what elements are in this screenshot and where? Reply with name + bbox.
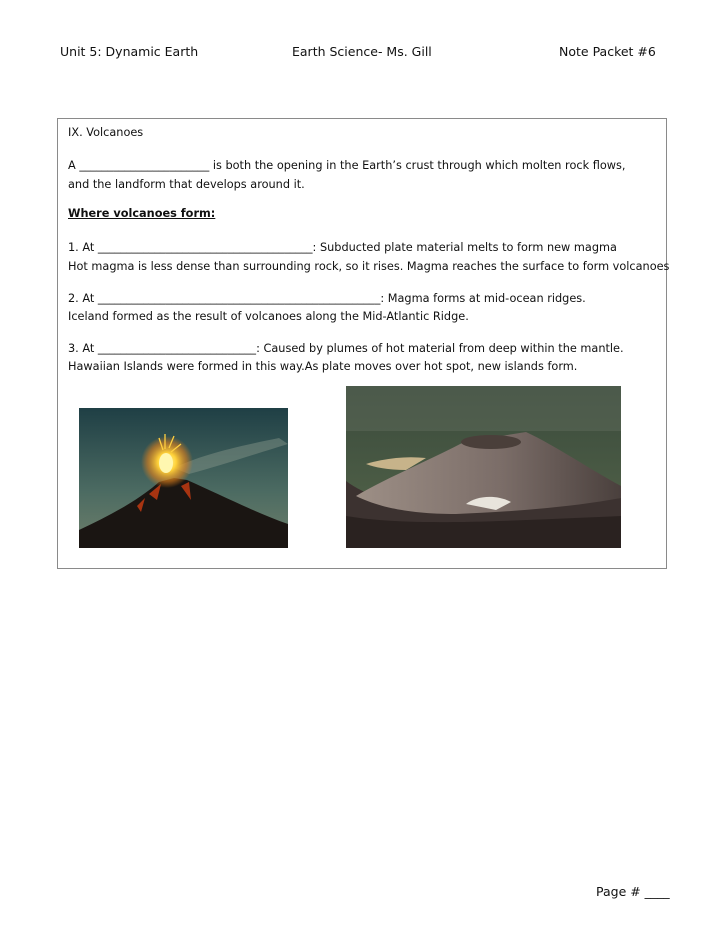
item2-line-2: Iceland formed as the result of volcanoes along the Mid-Atlantic Ridge. bbox=[68, 310, 469, 323]
header-course-title: Earth Science- Ms. Gill bbox=[292, 44, 432, 59]
cinder-cone-photo bbox=[346, 386, 621, 548]
intro-line-2: and the landform that develops around it. bbox=[68, 178, 305, 191]
item3-line-2: Hawaiian Islands were formed in this way.As plate moves over hot spot, new islands form. bbox=[68, 360, 578, 373]
item1-line-2: Hot magma is less dense than surrounding rock, so it rises. Magma reaches the surface to form volcanoes bbox=[68, 260, 670, 273]
header-packet-number: Note Packet #6 bbox=[559, 44, 656, 59]
intro-line-1: A _______________________ is both the opening in the Earth’s crust through which molten rock flows, bbox=[68, 159, 626, 172]
where-heading: Where volcanoes form: bbox=[68, 207, 216, 220]
page-number-field: Page # ____ bbox=[596, 884, 670, 899]
item3-line-1: 3. At ____________________________: Caused by plumes of hot material from deep within the mantle. bbox=[68, 342, 624, 355]
item2-line-1: 2. At __________________________________________________: Magma forms at mid-ocean ridges. bbox=[68, 292, 586, 305]
erupting-volcano-photo bbox=[79, 408, 288, 548]
section-title: IX. Volcanoes bbox=[68, 126, 144, 139]
header-unit-title: Unit 5: Dynamic Earth bbox=[60, 44, 199, 59]
item1-line-1: 1. At ______________________________________: Subducted plate material melts to form new magma bbox=[68, 241, 617, 254]
